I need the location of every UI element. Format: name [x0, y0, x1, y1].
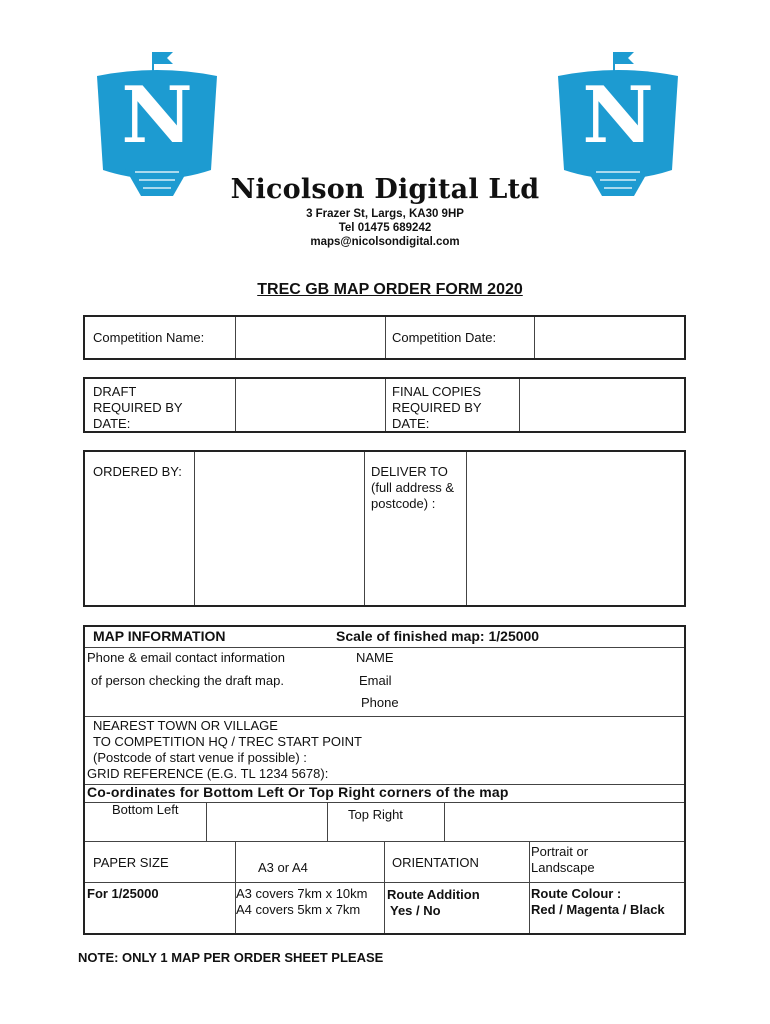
orientation-value-2[interactable]: Landscape — [531, 860, 595, 875]
final-label-3: DATE: — [392, 416, 430, 431]
draft-label-3: DATE: — [93, 416, 131, 431]
draft-label-1: DRAFT — [93, 384, 137, 399]
top-right-label: Top Right — [348, 807, 403, 822]
map-scale: Scale of finished map: 1/25000 — [336, 628, 540, 644]
company-email: maps@nicolsondigital.com — [310, 236, 460, 248]
checker-phone-label: Phone — [361, 695, 399, 710]
company-address: 3 Frazer St, Largs, KA30 9HP — [306, 208, 464, 220]
orientation-label: ORIENTATION — [392, 855, 479, 870]
final-date-field[interactable] — [521, 379, 684, 431]
top-right-field[interactable] — [446, 804, 683, 840]
draft-label-2: REQUIRED BY — [93, 400, 183, 415]
draft-date-field[interactable] — [237, 379, 384, 431]
company-name: Nicolson Digital Ltd — [230, 174, 540, 205]
contact-info-line-1: Phone & email contact information — [87, 650, 285, 665]
logo-letter: N — [582, 70, 654, 161]
competition-name-label: Competition Name: — [93, 330, 205, 345]
logo-letter: N — [121, 70, 193, 161]
a3-coverage: A3 covers 7km x 10km — [236, 886, 368, 901]
deliver-to-field[interactable] — [468, 452, 684, 605]
map-info-heading: MAP INFORMATION — [93, 628, 226, 644]
deliver-to-label-3: postcode) : — [371, 496, 436, 511]
ordered-by-field[interactable] — [196, 452, 363, 605]
final-label-1: FINAL COPIES — [392, 384, 482, 399]
paper-size-value[interactable]: A3 or A4 — [258, 860, 308, 875]
route-addition-label: Route Addition — [387, 887, 480, 902]
paper-size-label: PAPER SIZE — [93, 855, 169, 870]
deliver-to-label-2: (full address & — [371, 480, 455, 495]
company-tel: Tel 01475 689242 — [338, 222, 432, 234]
final-label-2: REQUIRED BY — [392, 400, 482, 415]
coords-heading: Co-ordinates for Bottom Left Or Top Right corners of the map — [87, 784, 509, 800]
competition-date-label: Competition Date: — [392, 330, 497, 345]
deliver-to-label-1: DELIVER TO — [371, 464, 448, 479]
checker-email-label: Email — [359, 673, 392, 688]
competition-name-field[interactable] — [237, 317, 384, 358]
checker-email-field[interactable] — [410, 671, 682, 691]
ordered-by-label: ORDERED BY: — [93, 464, 182, 479]
contact-info-line-2: of person checking the draft map. — [91, 673, 284, 688]
nearest-town-line-3: (Postcode of start venue if possible) : — [93, 750, 307, 765]
route-addition-value[interactable]: Yes / No — [390, 903, 441, 918]
form-title: TREC GB MAP ORDER FORM 2020 — [257, 281, 523, 298]
bottom-left-field[interactable] — [208, 804, 326, 840]
a4-coverage: A4 covers 5km x 7km — [236, 902, 361, 917]
nearest-town-line-1: NEAREST TOWN OR VILLAGE — [93, 718, 278, 733]
for-scale-label: For 1/25000 — [87, 886, 159, 901]
grid-reference-field[interactable] — [360, 764, 682, 782]
route-colour-label: Route Colour : — [531, 886, 622, 901]
checker-name-field[interactable] — [410, 649, 682, 669]
order-note: NOTE: ONLY 1 MAP PER ORDER SHEET PLEASE — [78, 950, 384, 965]
bottom-left-label: Bottom Left — [112, 802, 179, 817]
nearest-town-line-2: TO COMPETITION HQ / TREC START POINT — [93, 734, 362, 749]
checker-phone-field[interactable] — [410, 693, 682, 713]
orientation-value-1[interactable]: Portrait or — [531, 844, 589, 859]
grid-reference-label: GRID REFERENCE (E.G. TL 1234 5678): — [87, 766, 329, 781]
flag-icon — [153, 52, 173, 64]
flag-icon — [614, 52, 634, 64]
checker-name-label: NAME — [356, 650, 394, 665]
competition-date-field[interactable] — [536, 317, 684, 358]
route-colour-value[interactable]: Red / Magenta / Black — [531, 902, 665, 917]
